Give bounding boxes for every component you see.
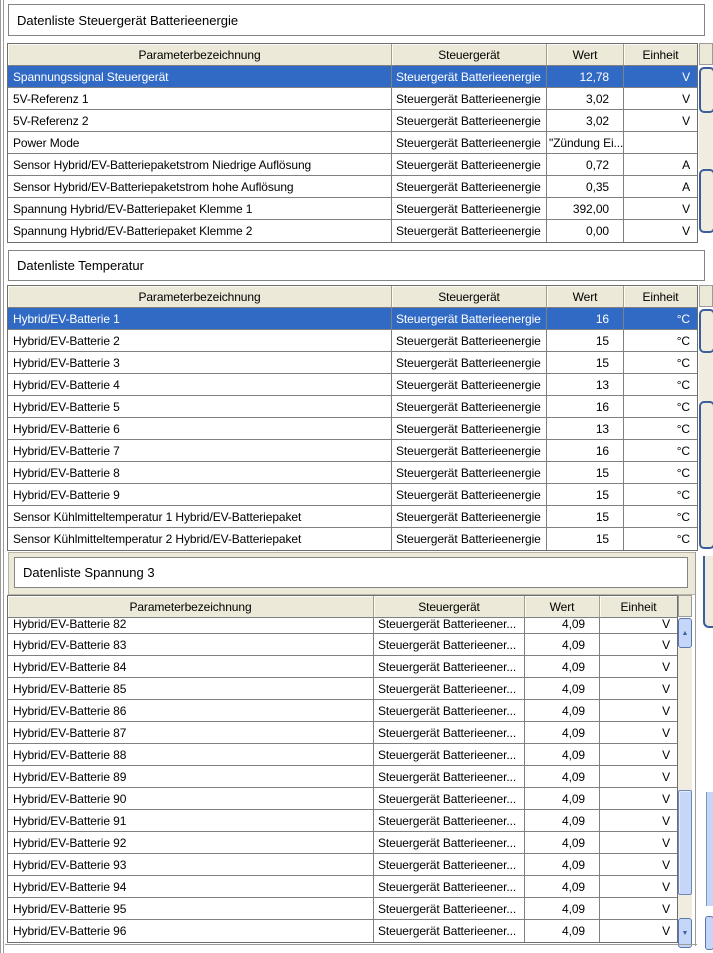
table-row[interactable] (8, 308, 697, 330)
unit-cell: V (600, 810, 677, 832)
unit-cell: °C (624, 484, 697, 506)
param-cell: Hybrid/EV-Batterie 85 (8, 678, 374, 700)
value-cell: 4,09 (525, 634, 600, 656)
unit-cell: A (624, 154, 697, 176)
scroll-down-icon: ▼ (681, 929, 689, 937)
ecu-cell: Steuergerät Batterieener... (374, 920, 525, 942)
column-header: Wert (547, 286, 624, 308)
param-cell: Hybrid/EV-Batterie 7 (8, 440, 392, 462)
scrollbar-thumb[interactable] (678, 790, 692, 895)
column-header: Parameterbezeichnung (8, 44, 392, 66)
value-cell: 4,09 (525, 920, 600, 942)
table-header-row (8, 286, 697, 308)
ecu-cell: Steuergerät Batterieener... (374, 810, 525, 832)
column-header: Wert (525, 596, 600, 618)
window-frame-line (5, 944, 697, 945)
ecu-cell: Steuergerät Batterieenergie (392, 528, 547, 550)
table-row[interactable] (8, 110, 697, 132)
value-cell: 4,09 (525, 766, 600, 788)
scroll-up-icon: ▲ (681, 629, 689, 637)
param-cell: Spannung Hybrid/EV-Batteriepaket Klemme 1 (8, 198, 392, 220)
ecu-cell: Steuergerät Batterieenergie (392, 154, 547, 176)
value-cell: 4,09 (525, 788, 600, 810)
table-row[interactable] (8, 898, 677, 920)
unit-cell: V (624, 110, 697, 132)
scrollbar-corner (699, 285, 713, 307)
ecu-cell: Steuergerät Batterieener... (374, 766, 525, 788)
table-row[interactable] (8, 154, 697, 176)
panel-title: Datenliste Steuergerät Batterieenergie (8, 4, 705, 36)
background-window-fragment (699, 309, 713, 353)
value-cell: 0,72 (547, 154, 624, 176)
ecu-cell: Steuergerät Batterieener... (374, 854, 525, 876)
param-cell: Hybrid/EV-Batterie 82 (8, 618, 374, 634)
panel-datenliste-spannung-3 (0, 551, 713, 953)
param-cell: Hybrid/EV-Batterie 84 (8, 656, 374, 678)
param-cell: Hybrid/EV-Batterie 96 (8, 920, 374, 942)
ecu-cell: Steuergerät Batterieenergie (392, 88, 547, 110)
ecu-cell: Steuergerät Batterieenergie (392, 110, 547, 132)
unit-cell: V (600, 854, 677, 876)
ecu-cell: Steuergerät Batterieener... (374, 788, 525, 810)
unit-cell: V (662, 924, 670, 938)
table-row[interactable] (8, 810, 677, 832)
ecu-cell: Steuergerät Batterieenergie (392, 440, 547, 462)
data-table (7, 43, 698, 243)
table-row[interactable] (8, 440, 697, 462)
data-table (7, 285, 698, 551)
ecu-cell: Steuergerät Batterieenergie (392, 66, 547, 88)
value-cell: 4,09 (525, 700, 600, 722)
ecu-cell: Steuergerät Batterieener... (374, 618, 525, 634)
scrollbar-track[interactable] (678, 648, 692, 790)
scrollbar-fragment-strip (699, 43, 713, 243)
param-cell: Hybrid/EV-Batterie 91 (8, 810, 374, 832)
scrollbar-track[interactable] (699, 113, 713, 169)
value-cell: 15 (547, 528, 624, 550)
table-row[interactable] (8, 88, 697, 110)
data-table (7, 595, 678, 943)
param-cell: 5V-Referenz 1 (8, 88, 392, 110)
unit-cell: °C (624, 308, 697, 330)
value-cell: 3,02 (547, 110, 624, 132)
table-row[interactable] (8, 330, 697, 352)
table-row[interactable] (8, 832, 677, 854)
ecu-cell: Steuergerät Batterieener... (374, 898, 525, 920)
value-cell: 13 (547, 418, 624, 440)
unit-cell: V (600, 656, 677, 678)
table-row[interactable] (8, 744, 677, 766)
value-cell: 15 (547, 352, 624, 374)
table-row[interactable] (8, 876, 677, 898)
unit-cell: V (624, 198, 697, 220)
param-cell: Hybrid/EV-Batterie 5 (8, 396, 392, 418)
window-frame-line (695, 552, 696, 946)
unit-cell: °C (624, 396, 697, 418)
ecu-cell: Steuergerät Batterieenergie (392, 220, 547, 242)
column-header: Einheit (624, 286, 697, 308)
unit-cell: V (624, 88, 697, 110)
value-cell: 4,09 (525, 656, 600, 678)
value-cell: 4,09 (525, 810, 600, 832)
param-cell: Power Mode (8, 132, 392, 154)
unit-cell: V (600, 700, 677, 722)
unit-cell: A (624, 176, 697, 198)
value-cell: 16 (547, 308, 624, 330)
param-cell: Hybrid/EV-Batterie 88 (8, 744, 374, 766)
value-cell: 15 (547, 484, 624, 506)
param-cell: Hybrid/EV-Batterie 3 (8, 352, 392, 374)
ecu-cell: Steuergerät Batterieenergie (392, 132, 547, 154)
param-cell: Hybrid/EV-Batterie 83 (8, 634, 374, 656)
param-cell: Hybrid/EV-Batterie 8 (8, 462, 392, 484)
unit-cell: V (600, 876, 677, 898)
unit-cell: °C (676, 532, 690, 546)
value-cell: 0,00 (547, 220, 624, 242)
background-window-fragment (699, 169, 713, 233)
value-cell: "Zündung Ei... (547, 132, 624, 154)
param-cell: Hybrid/EV-Batterie 95 (8, 898, 374, 920)
unit-cell: °C (624, 462, 697, 484)
ecu-cell: Steuergerät Batterieener... (374, 700, 525, 722)
table-row[interactable] (8, 66, 697, 88)
column-header: Einheit (600, 596, 677, 618)
value-cell: 4,09 (525, 854, 600, 876)
table-row[interactable] (8, 506, 697, 528)
scrollbar-track[interactable] (699, 353, 713, 401)
table-row[interactable] (8, 656, 677, 678)
table-row[interactable] (8, 854, 677, 876)
param-cell: Hybrid/EV-Batterie 6 (8, 418, 392, 440)
param-cell: Hybrid/EV-Batterie 93 (8, 854, 374, 876)
value-cell: 13 (547, 374, 624, 396)
table-row[interactable] (8, 374, 697, 396)
value-cell: 16 (547, 396, 624, 418)
scrollbar-up-button[interactable] (678, 618, 692, 648)
value-cell: 3,02 (547, 88, 624, 110)
value-cell: 4,09 (525, 722, 600, 744)
table-row[interactable] (8, 396, 697, 418)
ecu-cell: Steuergerät Batterieenergie (392, 462, 547, 484)
unit-cell: °C (624, 506, 697, 528)
panel-title: Datenliste Temperatur (8, 250, 705, 281)
ecu-cell: Steuergerät Batterieener... (374, 678, 525, 700)
scrollbar-corner (678, 595, 692, 617)
unit-cell: V (600, 832, 677, 854)
panel-datenliste-temperatur (0, 247, 713, 551)
vertical-scrollbar (678, 595, 692, 949)
ecu-cell: Steuergerät Batterieener... (374, 832, 525, 854)
unit-cell: °C (624, 418, 697, 440)
ecu-cell: Steuergerät Batterieenergie (392, 330, 547, 352)
table-row[interactable] (8, 634, 677, 656)
background-window-fragment (703, 556, 713, 628)
unit-cell: °C (624, 352, 697, 374)
param-cell: Hybrid/EV-Batterie 2 (8, 330, 392, 352)
param-cell: Sensor Kühlmitteltemperatur 2 Hybrid/EV-Batteriepaket (8, 528, 392, 550)
param-cell: Hybrid/EV-Batterie 87 (8, 722, 374, 744)
param-cell: Sensor Hybrid/EV-Batteriepaketstrom Niedrige Auflösung (8, 154, 392, 176)
unit-cell: V (600, 618, 677, 634)
unit-cell: °C (624, 374, 697, 396)
unit-cell: V (600, 634, 677, 656)
table-header-row (8, 596, 677, 618)
scrollbar-corner (699, 43, 713, 65)
value-cell: 4,09 (525, 832, 600, 854)
param-cell: Hybrid/EV-Batterie 1 (8, 308, 392, 330)
param-cell: 5V-Referenz 2 (8, 110, 392, 132)
ecu-cell: Steuergerät Batterieener... (374, 656, 525, 678)
ecu-cell: Steuergerät Batterieener... (374, 634, 525, 656)
unit-cell: V (600, 788, 677, 810)
value-cell: 4,09 (525, 744, 600, 766)
background-window-fragment (699, 401, 713, 549)
unit-cell: V (600, 898, 677, 920)
value-cell: 4,09 (525, 876, 600, 898)
param-cell: Spannung Hybrid/EV-Batteriepaket Klemme 2 (8, 220, 392, 242)
unit-cell: °C (624, 330, 697, 352)
background-window-fragment (699, 67, 713, 113)
column-header: Steuergerät (392, 44, 547, 66)
unit-cell: °C (624, 440, 697, 462)
value-cell: 4,09 (525, 678, 600, 700)
unit-cell: V (600, 678, 677, 700)
ecu-cell: Steuergerät Batterieener... (374, 722, 525, 744)
table-row[interactable] (8, 484, 697, 506)
value-cell: 16 (547, 440, 624, 462)
value-cell: 0,35 (547, 176, 624, 198)
table-row[interactable] (8, 528, 697, 550)
value-cell: 392,00 (547, 198, 624, 220)
ecu-cell: Steuergerät Batterieenergie (392, 374, 547, 396)
unit-cell: V (600, 744, 677, 766)
table-row[interactable] (8, 920, 677, 942)
table-row[interactable] (8, 766, 677, 788)
table-header-row (8, 44, 697, 66)
background-scrollbar-fragment (706, 792, 713, 906)
param-cell: Spannungssignal Steuergerät (8, 66, 392, 88)
column-header: Steuergerät (392, 286, 547, 308)
table-row[interactable] (8, 618, 677, 634)
param-cell: Hybrid/EV-Batterie 94 (8, 876, 374, 898)
panel-title: Datenliste Spannung 3 (14, 557, 688, 588)
panel-datenliste-steuergeraet (0, 0, 713, 247)
column-header: Wert (547, 44, 624, 66)
unit-cell: V (600, 722, 677, 744)
background-scrollbar-fragment (705, 916, 713, 950)
column-header: Parameterbezeichnung (8, 596, 374, 618)
unit-cell: V (682, 224, 690, 238)
value-cell: 15 (547, 330, 624, 352)
param-cell: Hybrid/EV-Batterie 92 (8, 832, 374, 854)
table-row[interactable] (8, 352, 697, 374)
table-row[interactable] (8, 722, 677, 744)
table-row[interactable] (8, 220, 697, 242)
param-cell: Hybrid/EV-Batterie 86 (8, 700, 374, 722)
unit-cell: V (600, 766, 677, 788)
scrollbar-track[interactable] (678, 895, 692, 918)
param-cell: Hybrid/EV-Batterie 90 (8, 788, 374, 810)
value-cell: 4,09 (525, 618, 600, 634)
table-row[interactable] (8, 700, 677, 722)
ecu-cell: Steuergerät Batterieenergie (392, 308, 547, 330)
scrollbar-fragment-strip (699, 285, 713, 551)
ecu-cell: Steuergerät Batterieenergie (392, 484, 547, 506)
value-cell: 15 (547, 506, 624, 528)
param-cell: Hybrid/EV-Batterie 9 (8, 484, 392, 506)
table-row[interactable] (8, 462, 697, 484)
ecu-cell: Steuergerät Batterieenergie (392, 176, 547, 198)
ecu-cell: Steuergerät Batterieenergie (392, 352, 547, 374)
table-row[interactable] (8, 132, 697, 154)
value-cell: 15 (547, 462, 624, 484)
value-cell: 4,09 (525, 898, 600, 920)
unit-cell: V (624, 66, 697, 88)
table-row[interactable] (8, 678, 677, 700)
value-cell: 12,78 (547, 66, 624, 88)
ecu-cell: Steuergerät Batterieenergie (392, 198, 547, 220)
param-cell: Sensor Kühlmitteltemperatur 1 Hybrid/EV-Batteriepaket (8, 506, 392, 528)
param-cell: Hybrid/EV-Batterie 4 (8, 374, 392, 396)
column-header: Parameterbezeichnung (8, 286, 392, 308)
unit-cell (624, 132, 697, 154)
ecu-cell: Steuergerät Batterieenergie (392, 396, 547, 418)
ecu-cell: Steuergerät Batterieenergie (392, 418, 547, 440)
table-row[interactable] (8, 788, 677, 810)
table-row[interactable] (8, 418, 697, 440)
ecu-cell: Steuergerät Batterieenergie (392, 506, 547, 528)
ecu-cell: Steuergerät Batterieener... (374, 876, 525, 898)
column-header: Steuergerät (374, 596, 525, 618)
param-cell: Hybrid/EV-Batterie 89 (8, 766, 374, 788)
table-row[interactable] (8, 176, 697, 198)
table-row[interactable] (8, 198, 697, 220)
param-cell: Sensor Hybrid/EV-Batteriepaketstrom hohe Auflösung (8, 176, 392, 198)
ecu-cell: Steuergerät Batterieener... (374, 744, 525, 766)
column-header: Einheit (624, 44, 697, 66)
